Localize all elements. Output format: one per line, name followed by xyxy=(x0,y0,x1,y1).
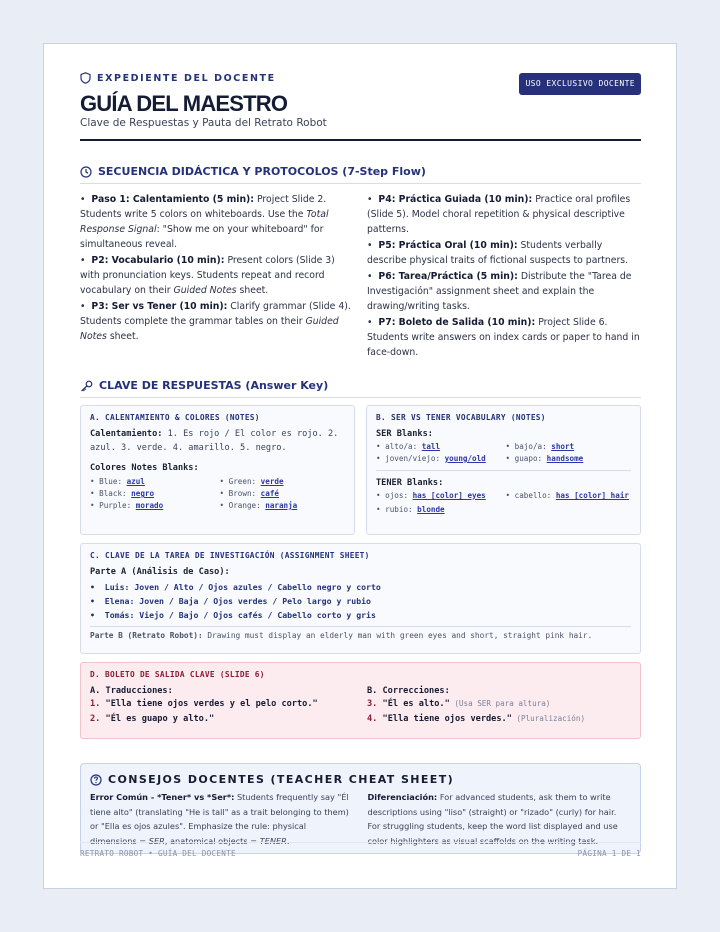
step-item: • P5: Práctica Oral (10 min): Students verbally describe physical traits of fictional suspects to partners. xyxy=(367,240,629,266)
translations-column xyxy=(90,685,367,726)
list-item: • alto/a: tall xyxy=(376,442,441,451)
tip-common-error: Error Común - *Tener* vs *Ser*: Students frequently say "Él tiene alto" (translating "He is tall" as a trait belonging to them) or "Ella es ojos azules". Emphasize the rule: physical dimensions = SER, anatomical objects = TENER. xyxy=(90,792,349,846)
header-rule xyxy=(80,139,641,141)
divider xyxy=(90,626,631,627)
table-row: • Elena: Joven / Baja / Ojos verdes / Pelo largo y rubio xyxy=(90,596,371,606)
tip-differentiation: Diferenciación: For advanced students, ask them to write descriptions using "liso" (straight) or "rizado" (curly) for hair. For struggling students, keep the word list displayed and use color highlighters as visual scaffolds on the writing task. xyxy=(367,792,618,846)
brand-text: EXPEDIENTE DEL DOCENTE xyxy=(97,72,276,84)
answer-key-heading-text: CLAVE DE RESPUESTAS (Answer Key) xyxy=(99,379,329,392)
teacher-tips-box xyxy=(80,763,641,854)
page-title: GUÍA DEL MAESTRO xyxy=(80,91,288,116)
colors-blanks-grid xyxy=(90,476,345,512)
list-item: • joven/viejo: young/old xyxy=(376,454,486,463)
warmup-answers: Calentamiento: 1. Es rojo / El color es rojo. 2. azul. 3. verde. 4. amarillo. 5. negro. xyxy=(90,429,339,453)
tener-blanks-grid xyxy=(376,490,631,516)
page-subtitle: Clave de Respuestas y Pauta del Retrato Robot xyxy=(80,117,327,129)
list-item: • rubio: blonde xyxy=(376,505,445,514)
table-row: • Tomás: Viejo / Bajo / Ojos cafés / Cabello corto y gris xyxy=(90,610,376,620)
box-b-label: B. SER VS TENER VOCABULARY (NOTES) xyxy=(376,413,546,422)
list-item: • guapo: handsome xyxy=(505,454,584,463)
status-badge: USO EXCLUSIVO DOCENTE xyxy=(519,73,641,95)
table-row: • Luis: Joven / Alto / Ojos azules / Cabello negro y corto xyxy=(90,582,381,592)
tips-heading-text: CONSEJOS DOCENTES (TEACHER CHEAT SHEET) xyxy=(108,773,455,786)
tips-columns xyxy=(90,790,631,848)
step-item: • P6: Tarea/Práctica (5 min): Distribute the "Tarea de Investigación" assignment sheet and explain the drawing/writing tasks. xyxy=(367,271,632,312)
sequence-right xyxy=(367,192,640,361)
list-item: • ojos: has [color] eyes xyxy=(376,491,486,500)
corrections-column xyxy=(367,685,631,726)
box-c-assignment xyxy=(80,543,641,654)
translations-head: A. Traducciones: xyxy=(90,686,173,696)
box-d-label: D. BOLETO DE SALIDA CLAVE (SLIDE 6) xyxy=(90,670,265,679)
box-c-label: C. CLAVE DE LA TAREA DE INVESTIGACIÓN (ASSIGNMENT SHEET) xyxy=(90,551,370,560)
list-item: • Green: verde xyxy=(219,477,284,486)
sequence-heading-text: SECUENCIA DIDÁCTICA Y PROTOCOLOS (7-Step Flow) xyxy=(98,165,426,178)
shield-icon xyxy=(80,72,91,84)
list-item: • Brown: café xyxy=(219,489,279,498)
list-item: 4. "Ella tiene ojos verdes." (Pluralización) xyxy=(366,714,586,724)
list-item: 1. "Ella tiene ojos verdes y el pelo corto." xyxy=(90,699,318,709)
ser-blanks-grid xyxy=(376,441,631,465)
tener-blanks-label: TENER Blanks: xyxy=(376,478,444,488)
step-item: • P3: Ser vs Tener (10 min): Clarify grammar (Slide 4). Students complete the grammar tables on their Guided Notes sheet. xyxy=(80,301,351,342)
list-item: • cabello: has [color] hair xyxy=(505,491,629,500)
footer-left: RETRATO ROBOT • GUÍA DEL DOCENTE xyxy=(80,849,236,858)
box-a-warmup xyxy=(80,405,355,535)
list-item: • bajo/a: short xyxy=(505,442,575,451)
list-item: • Orange: naranja xyxy=(219,501,298,510)
part-b-answer: Parte B (Retrato Robot): Drawing must display an elderly man with green eyes and short, straight pink hair. xyxy=(90,631,593,640)
ser-blanks-label: SER Blanks: xyxy=(376,429,433,439)
step-item: • P7: Boleto de Salida (10 min): Project Slide 6. Students write answers on index cards or paper to hand in face-down. xyxy=(367,317,640,358)
box-d-exit-ticket xyxy=(80,662,641,739)
step-item: • P4: Práctica Guiada (10 min): Practice oral profiles (Slide 5). Model choral repetition & physical descriptive patterns. xyxy=(367,194,631,235)
list-item: • Blue: azul xyxy=(90,477,145,486)
step-item: • P2: Vocabulario (10 min): Present colors (Slide 3) with pronunciation keys. Students repeat and record vocabulary on their Guided Notes sheet. xyxy=(80,255,335,296)
sequence-columns xyxy=(80,192,641,361)
help-circle-icon xyxy=(90,774,102,786)
clock-icon xyxy=(80,166,92,178)
page-footer xyxy=(80,842,641,858)
sequence-heading xyxy=(80,165,641,184)
answer-key-row xyxy=(80,405,641,535)
list-item: • Purple: morado xyxy=(90,501,164,510)
list-item: 2. "Él es guapo y alto." xyxy=(90,714,215,724)
box-b-ser-tener xyxy=(366,405,641,535)
step-item: • Paso 1: Calentamiento (5 min): Project Slide 2. Students write 5 colors on whiteboards. Use the Total Response Signal: "Show me on your whiteboard" for simultaneous reveal. xyxy=(80,194,329,250)
part-a-label: Parte A (Análisis de Caso): xyxy=(90,567,230,577)
exit-ticket-columns xyxy=(90,685,631,726)
page-sheet xyxy=(43,43,677,889)
header xyxy=(80,72,641,141)
divider xyxy=(376,470,631,471)
sequence-left xyxy=(80,192,353,361)
list-item: 3. "Él es alto." (Usa SER para altura) xyxy=(366,699,551,709)
page-number: PÁGINA 1 DE 1 xyxy=(577,849,641,858)
tips-heading xyxy=(90,773,631,786)
list-item: • Black: negro xyxy=(90,489,155,498)
page-content xyxy=(80,72,641,854)
key-icon xyxy=(80,380,93,392)
answer-key-heading xyxy=(80,379,641,398)
box-a-label: A. CALENTAMIENTO & COLORES (NOTES) xyxy=(90,413,260,422)
colors-notes-label: Colores Notes Blanks: xyxy=(90,463,199,473)
corrections-head: B. Correcciones: xyxy=(366,686,450,696)
